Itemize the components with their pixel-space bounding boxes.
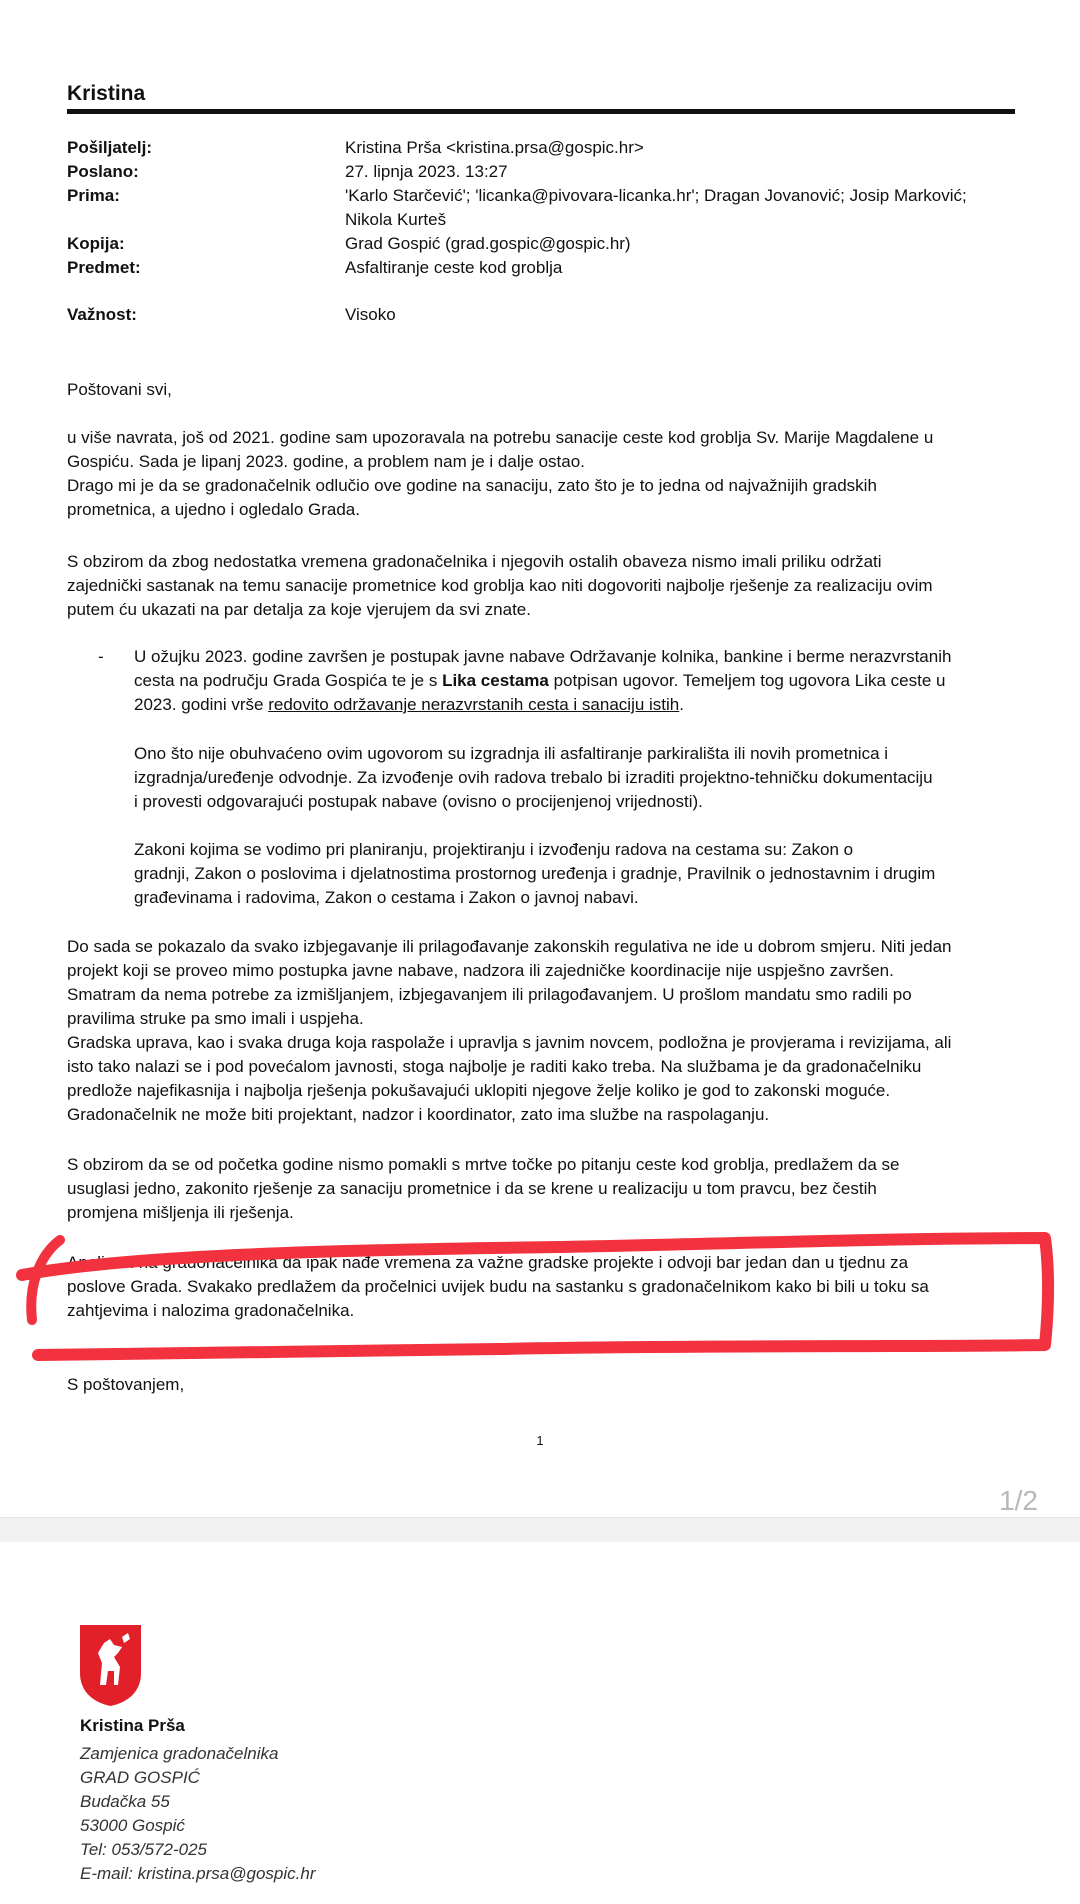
text-line: Ono što nije obuhvaćeno ovim ugovorom su izgradnja ili asfaltiranje parkirališta ili novih prometnica i (134, 744, 889, 763)
text-line: U ožujku 2023. godine završen je postupak javne nabave Održavanje kolnika, bankine i berme nerazvrstanih (134, 647, 952, 666)
page-divider (0, 1517, 1080, 1543)
text-line: zajednički sastanak na temu sanacije prometnice kod groblja kao niti dogovoriti najbolje rješenje za realizaciju ovim (67, 576, 933, 595)
text-line: poslove Grada. Svakako predlažem da pročelnici uvijek budu na sastanku s gradonačelnikom kako bi bili u toku sa (67, 1277, 929, 1296)
text-line: isto tako nalazi se i pod povećalom javnosti, stoga najbolje je raditi kako treba. Na službama je da gradonačelniku (67, 1057, 922, 1076)
to-value-continued: Nikola Kurteš (345, 210, 447, 229)
text-line: putem ću ukazati na par detalja za koje vjerujem da svi znate. (67, 600, 531, 619)
paragraph-1 (67, 426, 1017, 522)
gospic-crest-logo (78, 1623, 143, 1707)
signature-role: Zamjenica gradonačelnika (80, 1744, 279, 1763)
text-run: . (679, 695, 684, 714)
page-indicator: 1/2 (999, 1485, 1038, 1516)
text-line: Gospiću. Sada je lipanj 2023. godine, a problem nam je i dalje ostao. (67, 452, 585, 471)
importance-label: Važnost: (67, 305, 137, 324)
cc-value: Grad Gospić (grad.gospic@gospic.hr) (345, 234, 631, 253)
text-line: zahtjevima i nalozima gradonačelnika. (67, 1301, 355, 1320)
to-label: Prima: (67, 186, 120, 205)
paragraph-2 (67, 550, 1017, 622)
text-run: cesta na području Grada Gospića te je s (134, 671, 443, 690)
importance-value: Visoko (345, 305, 396, 324)
text-run: 2023. godini vrše (134, 695, 269, 714)
signature-street: Budačka 55 (80, 1792, 170, 1811)
text-line: S obzirom da se od početka godine nismo pomakli s mrtve točke po pitanju ceste kod groblja, predlažem da se (67, 1155, 900, 1174)
highlighted-paragraph (67, 1251, 1017, 1323)
paragraph-4 (134, 838, 1014, 910)
text-line: gradnji, Zakon o poslovima i djelatnostima prostornog uređenja i gradnje, Pravilnik o jednostavnim i drugim (134, 864, 936, 883)
paragraph-5 (67, 935, 1017, 1127)
text-line: i provesti odgovarajući postupak nabave (ovisno o procijenjenoj vrijednosti). (134, 792, 703, 811)
text-line: izgradnja/uređenje odvodnje. Za izvođenje ovih radova trebalo bi izraditi projektno-tehničku dokumentaciju (134, 768, 933, 787)
text-line: promjena mišljenja ili rješenja. (67, 1203, 294, 1222)
bullet-paragraph (134, 645, 1014, 717)
text-line: Gradska uprava, kao i svaka druga koja raspolaže i upravlja s javnim novcem, podložna je provjerama i revizijama, ali (67, 1033, 952, 1052)
text-line: građevinama i radovima, Zakon o cestama i Zakon o javnoj nabavi. (134, 888, 639, 907)
bold-text: Lika cestama (442, 671, 549, 690)
sender-value: Kristina Prša <kristina.prsa@gospic.hr> (345, 138, 644, 157)
bullet-marker: - (98, 647, 104, 666)
paragraph-6 (67, 1153, 1017, 1225)
cc-label: Kopija: (67, 234, 125, 253)
signature-name: Kristina Prša (80, 1716, 185, 1735)
text-line: pravilima struke pa smo imali i uspjeha. (67, 1009, 364, 1028)
text-line: Smatram da nema potrebe za izmišljanjem, izbjegavanjem ili prilagođavanjem. U prošlom mandatu smo radili po (67, 985, 912, 1004)
subject-value: Asfaltiranje ceste kod groblja (345, 258, 563, 277)
text-line (134, 693, 1014, 717)
underlined-text: redovito održavanje nerazvrstanih cesta i sanaciju istih (268, 695, 680, 714)
text-line: Apeliram na gradonačelnika da ipak nađe vremena za važne gradske projekte i odvoji bar jedan dan u tjednu za (67, 1253, 909, 1272)
sent-value: 27. lipnja 2023. 13:27 (345, 162, 508, 181)
sender-label: Pošiljatelj: (67, 138, 153, 157)
signature-organization: GRAD GOSPIĆ (80, 1768, 200, 1787)
closing: S poštovanjem, (67, 1375, 185, 1394)
to-value: 'Karlo Starčević'; 'licanka@pivovara-licanka.hr'; Dragan Jovanović; Josip Marković; (345, 186, 967, 205)
text-line: projekt koji se proveo mimo postupka javne nabave, nadzora ili zajedničke koordinacije nije uspješno završen. (67, 961, 894, 980)
signature-phone: Tel: 053/572-025 (80, 1840, 207, 1859)
subject-label: Predmet: (67, 258, 141, 277)
text-line: Drago mi je da se gradonačelnik odlučio ove godine na sanaciju, zato što je to jedna od najvažnijih gradskih (67, 476, 877, 495)
title-rule (67, 109, 1015, 114)
text-line: prometnica, a ujedno i ogledalo Grada. (67, 500, 360, 519)
page-number: 1 (536, 1433, 544, 1448)
paragraph-3 (134, 742, 1014, 814)
text-line: usuglasi jedno, zakonito rješenje za sanaciju prometnice i da se krene u realizaciju u tom pravcu, bez čestih (67, 1179, 877, 1198)
signature-email: E-mail: kristina.prsa@gospic.hr (80, 1864, 316, 1883)
text-run: potpisan ugovor. Temeljem tog ugovora Lika ceste u (548, 671, 946, 690)
sent-label: Poslano: (67, 162, 139, 181)
text-line: Zakoni kojima se vodimo pri planiranju, projektiranju i izvođenju radova na cestama su: Zakon o (134, 840, 854, 859)
document-title: Kristina (67, 82, 146, 105)
text-line: Gradonačelnik ne može biti projektant, nadzor i koordinator, zato ima službe na raspolaganju. (67, 1105, 770, 1124)
text-line (134, 669, 1014, 693)
text-line: u više navrata, još od 2021. godine sam upozoravala na potrebu sanacije ceste kod groblja Sv. Marije Magdalene u (67, 428, 934, 447)
signature-city: 53000 Gospić (80, 1816, 185, 1835)
text-line: Do sada se pokazalo da svako izbjegavanje ili prilagođavanje zakonskih regulativa ne ide u dobrom smjeru. Niti jedan (67, 937, 952, 956)
greeting: Poštovani svi, (67, 380, 172, 399)
text-line: S obzirom da zbog nedostatka vremena gradonačelnika i njegovih ostalih obaveza nismo imali priliku održati (67, 552, 882, 571)
text-line: predlože najefikasnija i najbolja rješenja pokušavajući uklopiti njegove želje koliko je god to zakonski moguće. (67, 1081, 891, 1100)
